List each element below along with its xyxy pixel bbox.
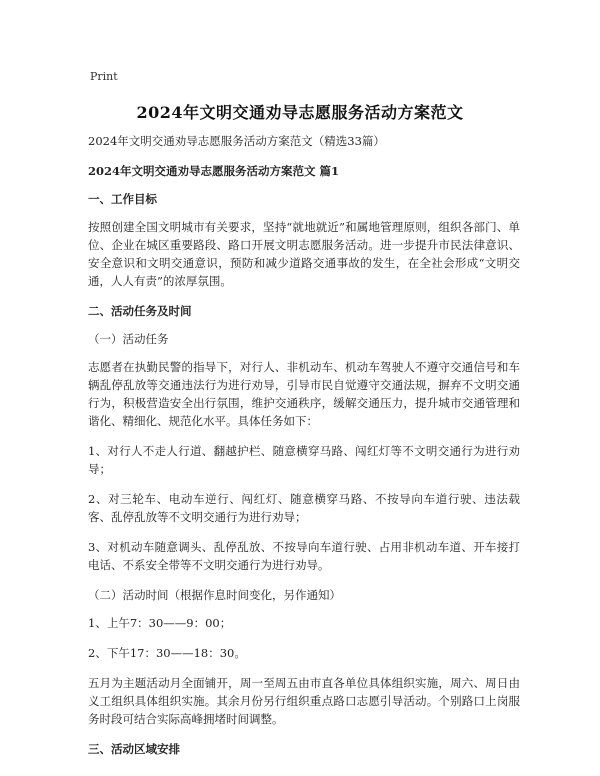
- section-title: 2024年文明交通劝导志愿服务活动方案范文 篇1: [88, 164, 340, 178]
- paragraph-tasks: 志愿者在执勤民警的指导下，对行人、非机动车、机动车驾驶人不遵守交通信号和车辆乱停乱放等交通违法行为进行劝导，引导市民自觉遵守交通法规，摒弃不文明交通行为，积极营造安全出行氛围，维护交通秩序，缓解交通压力，提升城市交通管理和谐化、精细化、规范化水平。具体任务如下：: [88, 360, 520, 428]
- subheading-time: （二）活动时间（根据作息时间变化，另作通知）: [88, 588, 341, 602]
- time-item-1: 1、上午7：30——9：00；: [88, 616, 232, 630]
- paragraph-goals: 按照创建全国文明城市有关要求，坚持“就地就近”和属地管理原则，组织各部门、单位、企业在城区重要路段、路口开展文明志愿服务活动。进一步提升市民法律意识、安全意识和文明交通意识，预防和减少道路交通事故的发生，在全社会形成“文明交通，人人有责”的浓厚氛围。: [88, 220, 520, 288]
- page-title: 2024年文明交通劝导志愿服务活动方案范文: [136, 103, 464, 122]
- paragraph-schedule: 五月为主题活动月全面铺开，周一至周五由市直各单位具体组织实施，周六、周日由义工组织具体组织实施。其余月份另行组织重点路口志愿引导活动。个别路口上岗服务时段可结合实际高峰拥堵时间调整。: [88, 676, 520, 726]
- heading-tasks-and-time: 二、活动任务及时间: [88, 304, 192, 318]
- heading-area-arrangement: 三、活动区域安排: [88, 742, 180, 756]
- task-item-3: 3、对机动车随意调头、乱停乱放、不按导向车道行驶、占用非机动车道、开车接打电话、不系安全带等不文明交通行为进行劝导。: [88, 540, 520, 572]
- heading-work-goals: 一、工作目标: [88, 192, 157, 206]
- task-item-1: 1、对行人不走人行道、翻越护栏、随意横穿马路、闯红灯等不文明交通行为进行劝导；: [88, 444, 520, 476]
- task-item-2: 2、对三轮车、电动车逆行、闯红灯、随意横穿马路、不按导向车道行驶、违法载客、乱停乱放等不文明交通行为进行劝导；: [88, 492, 520, 524]
- print-link[interactable]: Print: [90, 70, 118, 83]
- time-item-2: 2、下午17：30——18：30。: [88, 646, 246, 660]
- document-body: [88, 132, 520, 768]
- document-subtitle: 2024年文明交通劝导志愿服务活动方案范文（精选33篇）: [88, 134, 385, 148]
- subheading-tasks: （一）活动任务: [88, 332, 169, 346]
